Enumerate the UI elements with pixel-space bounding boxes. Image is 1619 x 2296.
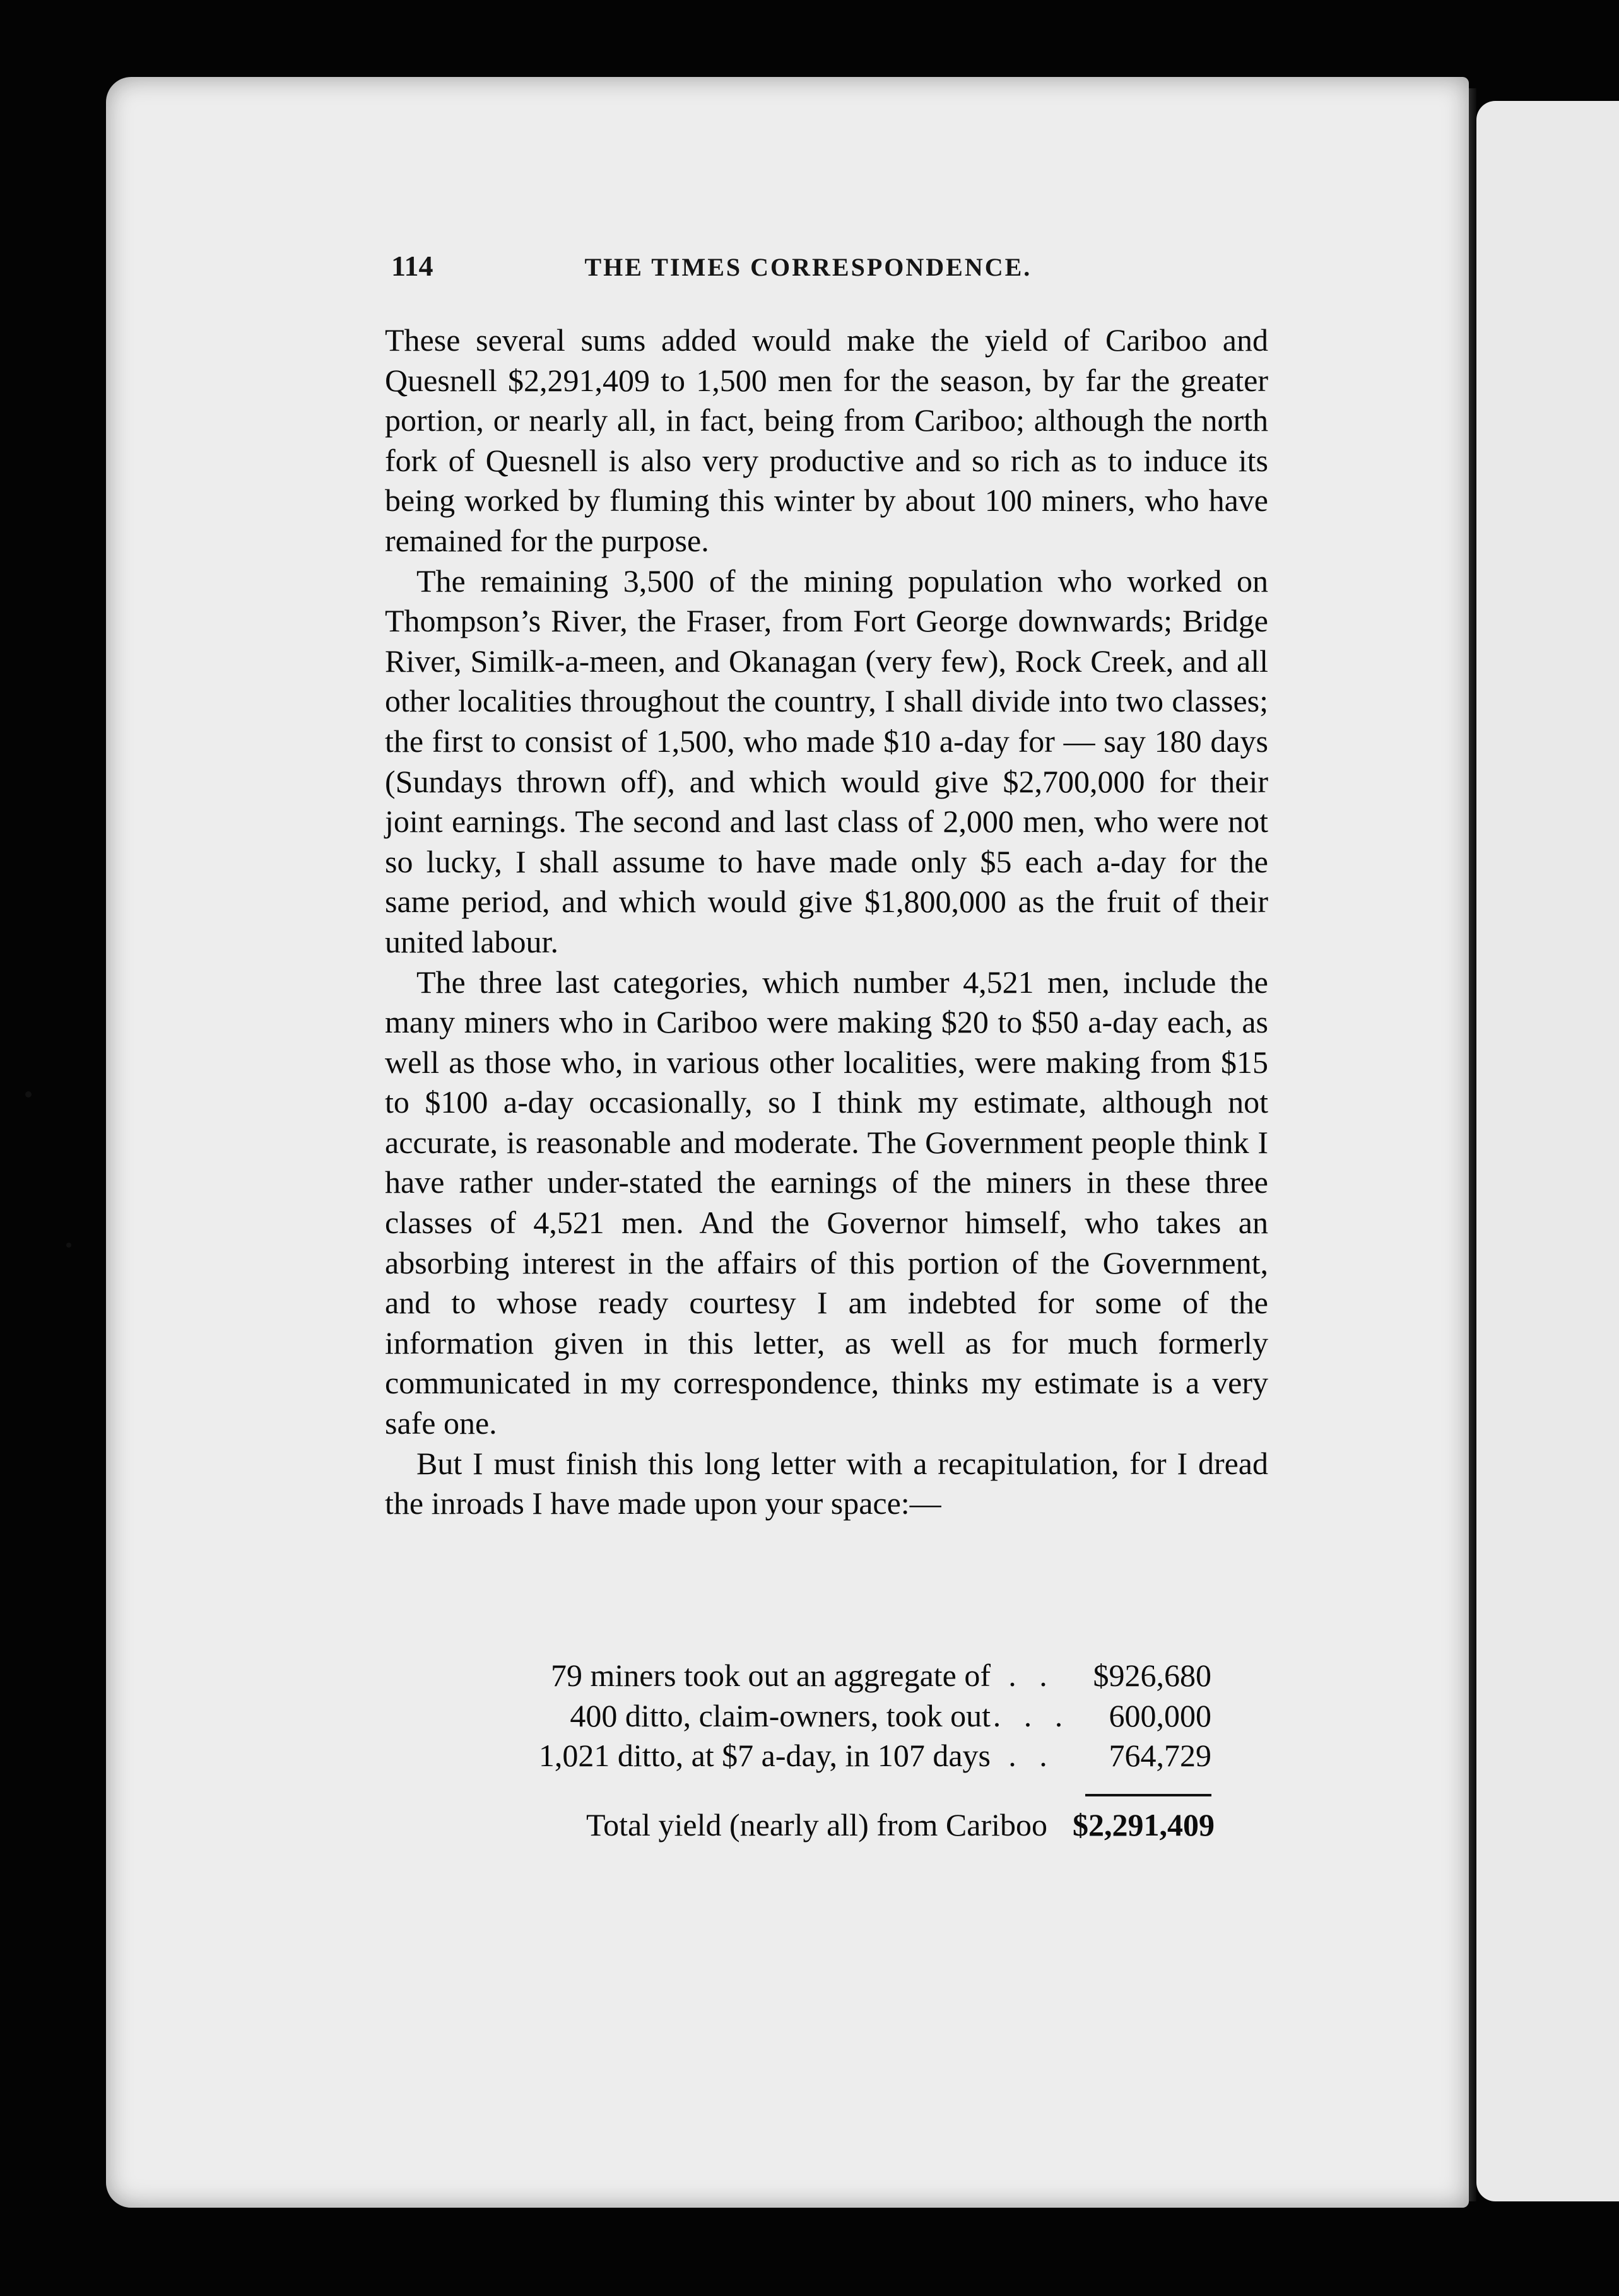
recap-label: 400 ditto, claim-owners, took out bbox=[570, 1697, 991, 1733]
recap-row bbox=[385, 1696, 1211, 1737]
facing-page-edge bbox=[1476, 101, 1619, 2201]
paragraph: The remaining 3,500 of the mining population who worked on Thompson’s River, the Fraser, from Fort George downwards; Bridge River, Similk-a-meen, and Okanagan (very few), Rock Creek, and all other localities throughout the country, I shall divide into two classes; the first to consist of 1,500, who made $10 a-day for — say 180 days (Sundays thrown off), and which would give $2,700,000 for their joint earnings. The second and last class of 2,000 men, who were not so lucky, I shall assume to have made only $5 each a-day for the same period, and which would give $1,800,000 as the fruit of their united labour. bbox=[385, 563, 1268, 959]
body-text bbox=[385, 320, 1268, 1524]
recap-amount: 764,729 bbox=[1109, 1738, 1211, 1774]
recap-leader-dots: . . . bbox=[992, 1697, 1071, 1733]
scan-speck bbox=[25, 1091, 32, 1098]
recap-label: 1,021 ditto, at $7 a-day, in 107 days bbox=[538, 1738, 991, 1774]
paragraph: The three last categories, which number 4,521 men, include the many miners who in Cariboo were making $20 to $50 a-day each, as well as those who, in various other localities, were making from $15 to $100 a-day occasionally, so I think my estimate, although not accurate, is reasonable and moderate. The Government people think I have rather under-stated the earnings of the miners in these three classes of 4,521 men. And the Governor himself, who takes an absorbing interest in the affairs of this portion of the Government, and to whose ready courtesy I am indebted for some of the information given in this letter, as well as for much formerly communicated in my correspondence, thinks my estimate is a very safe one. bbox=[385, 964, 1268, 1441]
recap-total-row bbox=[385, 1805, 1215, 1846]
recap-amount: $926,680 bbox=[1093, 1658, 1211, 1693]
running-head-title: THE TIMES CORRESPONDENCE. bbox=[584, 253, 1032, 281]
recap-row bbox=[385, 1736, 1211, 1776]
recap-amount: 600,000 bbox=[1109, 1697, 1211, 1733]
running-head bbox=[391, 249, 1092, 283]
recap-label: 79 miners took out an aggregate of bbox=[550, 1658, 991, 1693]
recap-leader-dots: . . bbox=[1008, 1658, 1055, 1693]
recap-total-label: Total yield (nearly all) from Cariboo bbox=[586, 1807, 1047, 1842]
paragraph: These several sums added would make the yield of Cariboo and Quesnell $2,291,409 to 1,500 men for the season, by far the greater portion, or nearly all, in fact, being from Cariboo; although the north fork of Quesnell is also very productive and so rich as to induce its being worked by fluming this winter by about 100 miners, who have remained for the purpose. bbox=[385, 322, 1268, 558]
total-rule bbox=[1085, 1794, 1211, 1796]
recap-total-amount: $2,291,409 bbox=[1073, 1807, 1215, 1842]
recap-leader-dots: . . bbox=[1008, 1738, 1055, 1774]
page-number: 114 bbox=[391, 250, 433, 282]
recapitulation-table bbox=[385, 1656, 1215, 1845]
scan-speck bbox=[66, 1243, 71, 1248]
recap-row bbox=[385, 1656, 1211, 1696]
paragraph: But I must finish this long letter with a recapitulation, for I dread the inroads I have made upon your space:— bbox=[385, 1445, 1268, 1521]
